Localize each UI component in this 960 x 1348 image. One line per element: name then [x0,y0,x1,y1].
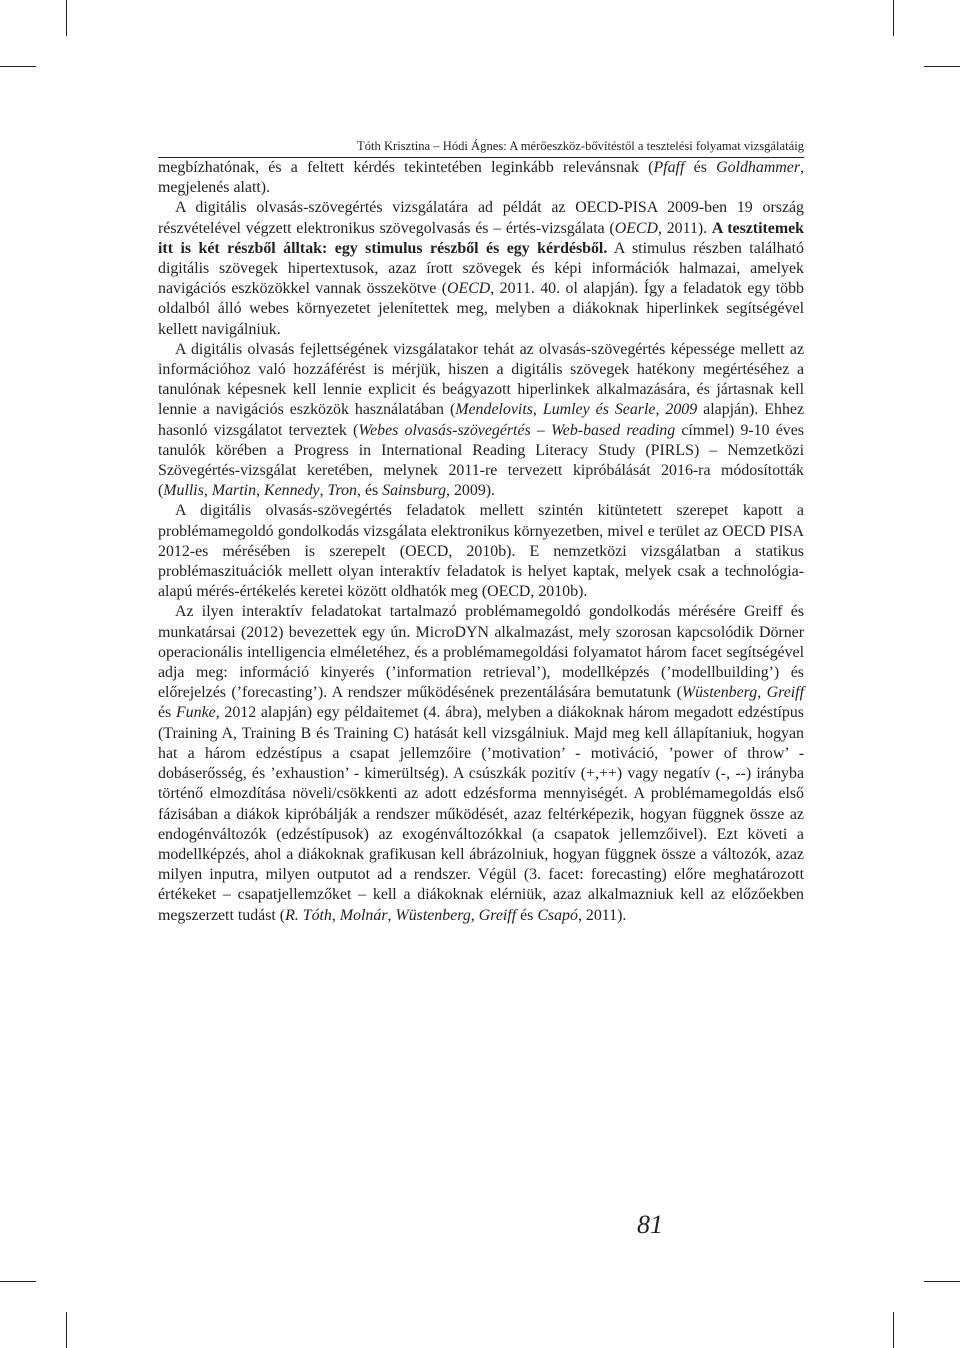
page-number: 81 [637,1210,663,1239]
citation-italic: Mendelovits, Lumley és Searle, 2009 [455,401,698,419]
citation-italic: Martin [211,482,257,500]
text-run: , [319,482,328,500]
crop-mark-bottom-left [66,1312,67,1348]
text-run: , 2011. 40. ol alapján). Így a feladatok egy több oldalból álló webes környezetet jelenítettek meg, melyben a diákoknak hiperlinkek segítségével kellett navigálniuk. [158,280,804,338]
text-run: , [203,482,212,500]
text-run: , 2011). [657,219,712,237]
citation-italic: Wüstenberg [395,906,471,924]
crop-mark-top-left [66,0,67,36]
crop-mark-bottom-left-h [0,1281,36,1282]
text-run: , [470,906,479,924]
citation-italic: Goldhammer [716,159,801,176]
paragraph [158,158,804,198]
text-run: , [757,684,767,702]
text-run: A digitális olvasás-szövegértés feladatok mellett szintén kitüntetett szerepet kapott a problémamegoldó gondolkodás vizsgálata elektronikus környezetben, mivel e terület az OECD PISA 2012-es mérésében is szerepelt (OECD, 2010b). E nemzetközi vizsgálatban a statikus problémaszituációk mellett olyan interaktív feladatok is helyet kaptak, melyek csak a technológia-alapú mérés-értékelés keretei között oldhatók meg (OECD, 2010b). [158,502,804,601]
crop-mark-top-right [893,0,894,36]
text-run: , és [357,482,383,500]
citation-italic: Greiff [766,684,804,702]
crop-mark-top-left-h [0,66,36,67]
citation-italic: Mullis [163,482,204,500]
citation-italic: Pfaff [653,159,685,176]
citation-italic: Webes olvasás-szövegértés – Web-based reading [358,421,676,439]
citation-italic: Wüstenberg [681,684,758,702]
running-head: Tóth Krisztina – Hódi Ágnes: A mérőeszköz-bővítéstől a tesztelési folyamat vizsgálatáig [357,139,804,153]
paragraph [158,602,804,925]
text-run: és [684,159,717,176]
paragraph [158,340,804,502]
text-run: megbízhatónak, és a feltett kérdés tekintetében leginkább relevánsnak ( [158,159,654,176]
text-run: Az ilyen interaktív feladatokat tartalmazó problémamegoldó gondolkodás mérésére Greiff és munkatársai (2012) bevezettek egy ún. MicroDYN alkalmazást, mely szorosan kapcsolódik Dörner operacionális intelligencia elméletéhez, és a problémamegoldási folyamatot három facet segítségével adja meg: információ kinyerés (’information retrieval’), modellképzés (’modellbuilding’) és előrejelzés (’forecasting’). A rendszer működésének prezentálására bemutatunk ( [158,603,804,702]
text-run: és [158,704,176,722]
crop-mark-top-right-h [924,66,960,67]
text-run: , 2009). [446,482,496,500]
text-run: , 2012 alapján) egy példaitemet (4. ábra), melyben a diákoknak három megadott edzéstípus (Training A, Training B és Training C) hatását kell vizsgálniuk. Majd meg kell állapítaniuk, hogyan hat a három edzéstípus a csapat jellemzőire (’motivation’ - motiváció, ’power of throw’ - dobáserősség, és ’exhaustion’ - kimerültség). A csúszkák pozitív (+,++) vagy negatív (-, --) irányba történő elmozdítása növeli/csökkenti az adott edzésforma mennyiségét. A problémamegoldás első fázisában a diákok kipróbálják a rendszer működését, azaz feltérképezik, hogyan függnek össze az endogénváltozók (edzéstípusok) az exogénváltozókkal (a csapatok jellemzőivel). Ezt követi a modellképzés, ahol a diákoknak grafikusan kell ábrázolniuk, hogyan függnek össze a változók, azaz milyen inputra, milyen outputot ad a rendszer. Végül (3. facet: forecasting) előre meghatározott értékeket – csapatjellemzőket – kell a diákoknak elérniük, azaz alkalmazniuk kell az előzőekben megszerzett tudást ( [158,704,804,924]
citation-italic: OECD [447,280,491,298]
text-run: , 2011). [577,906,627,924]
crop-mark-bottom-right-h [924,1281,960,1282]
citation-italic: Molnár [339,906,388,924]
text-run: A digitális olvasás-szövegértés vizsgálatára ad példát az OECD-PISA 2009-ben 19 ország részvételével végzett elektronikus szövegolvasás és – értés-vizsgálata ( [158,199,804,237]
citation-italic: R. Tóth [285,906,332,924]
citation-italic: Kennedy [263,482,320,500]
paragraph [158,198,804,339]
text-run: címmel) 9-10 éves tanulók körében a Progress in International Reading Literacy Study (PIRLS) – Nemzetközi Szövegértés-vizsgálat keretében, melynek 2011-re tervezett kipróbálását 2016-ra módosították ( [158,421,804,500]
text-run: és [516,906,538,924]
text-run: A stimulus részben található digitális szövegek hipertextusok, azaz írott szövegek és képi információk halmazai, amelyek navigációs eszközökkel vannak összekötve ( [158,239,804,298]
text-run: , megjelenés alatt). [158,159,804,197]
paragraph [158,501,804,602]
body-text [158,158,804,926]
text-run: alapján). Ehhez hasonló vizsgálatot terveztek ( [158,401,804,439]
text-run: , [331,906,340,924]
citation-italic: Sainsburg [382,482,447,500]
citation-italic: Greiff [478,906,517,924]
crop-mark-bottom-right [893,1312,894,1348]
citation-italic: Funke [175,704,216,722]
text-run: A digitális olvasás fejlettségének vizsgálatakor tehát az olvasás-szövegértés képessége mellett az információhoz való hozzáférést is mérjük, hiszen a digitális szövegek hatékony megértéséhez a tanulónak képesnek kell lennie explicit és beágyazott hiperlinkek alkalmazására, és jártasnak kell lennie a navigációs eszközök használatában ( [158,340,804,419]
citation-italic: OECD [614,219,658,237]
citation-italic: Tron [327,482,357,500]
bold-sentence: A tesztitemek itt is két részből álltak: egy stimulus részből és egy kérdésből. [158,219,804,257]
citation-italic: Csapó [537,906,578,924]
text-run: , [256,482,264,500]
text-run: , [387,906,396,924]
